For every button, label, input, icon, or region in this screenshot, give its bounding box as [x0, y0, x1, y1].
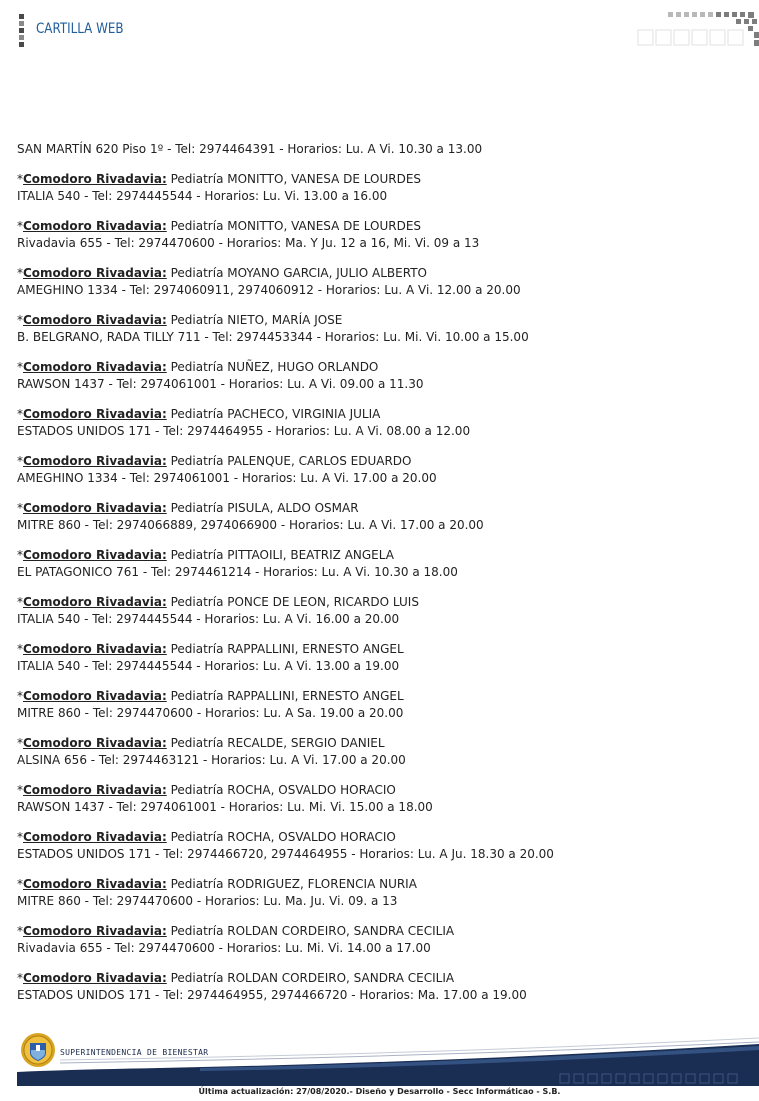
provider-line: *Comodoro Rivadavia: Pediatría PITTAOILI, BEATRIZ ANGELA — [17, 548, 394, 562]
address-line: MITRE 860 - Tel: 2974066889, 2974066900 - Horarios: Lu. A Vi. 17.00 a 20.00 — [17, 518, 484, 532]
last-update-line: Última actualización: 27/08/2020.- Diseño y Desarrollo - Secc Informáticao - S.B. — [198, 1087, 561, 1096]
address-line: ESTADOS UNIDOS 171 - Tel: 2974464955, 2974466720 - Horarios: Ma. 17.00 a 19.00 — [17, 988, 527, 1002]
address-line: ESTADOS UNIDOS 171 - Tel: 2974464955 - Horarios: Lu. A Vi. 08.00 a 12.00 — [17, 424, 471, 438]
footer-wave-banner — [0, 1028, 759, 1088]
provider-line: *Comodoro Rivadavia: Pediatría ROCHA, OSVALDO HORACIO — [17, 783, 396, 797]
address-line: ITALIA 540 - Tel: 2974445544 - Horarios: Lu. A Vi. 16.00 a 20.00 — [17, 612, 400, 626]
provider-name: Pediatría PACHECO, VIRGINIA JULIA — [170, 407, 381, 421]
provider-name: Pediatría NUÑEZ, HUGO ORLANDO — [170, 360, 379, 374]
address-line: Rivadavia 655 - Tel: 2974470600 - Horarios: Lu. Mi. Vi. 14.00 a 17.00 — [17, 941, 431, 955]
provider-line: *Comodoro Rivadavia: Pediatría PALENQUE, CARLOS EDUARDO — [17, 454, 412, 468]
provider-name: Pediatría RAPPALLINI, ERNESTO ANGEL — [170, 689, 404, 703]
provider-line: *Comodoro Rivadavia: Pediatría RECALDE, SERGIO DANIEL — [17, 736, 385, 750]
list-item — [17, 970, 742, 1004]
city-label: Comodoro Rivadavia: — [23, 595, 167, 609]
address-line: ITALIA 540 - Tel: 2974445544 - Horarios: Lu. Vi. 13.00 a 16.00 — [17, 189, 388, 203]
address-line: RAWSON 1437 - Tel: 2974061001 - Horarios: Lu. Mi. Vi. 15.00 a 18.00 — [17, 800, 433, 814]
city-label: Comodoro Rivadavia: — [23, 548, 167, 562]
list-item — [17, 500, 742, 534]
provider-name: Pediatría ROCHA, OSVALDO HORACIO — [170, 783, 396, 797]
provider-name: Pediatría MOYANO GARCIA, JULIO ALBERTO — [170, 266, 427, 280]
provider-line: *Comodoro Rivadavia: Pediatría RAPPALLINI, ERNESTO ANGEL — [17, 689, 404, 703]
list-item — [17, 594, 742, 628]
provider-name: Pediatría ROLDAN CORDEIRO, SANDRA CECILIA — [170, 924, 455, 938]
provider-name: Pediatría ROCHA, OSVALDO HORACIO — [170, 830, 396, 844]
provider-line: *Comodoro Rivadavia: Pediatría NUÑEZ, HUGO ORLANDO — [17, 360, 379, 374]
city-label: Comodoro Rivadavia: — [23, 454, 167, 468]
address-line: B. BELGRANO, RADA TILLY 711 - Tel: 2974453344 - Horarios: Lu. Mi. Vi. 10.00 a 15.00 — [17, 330, 529, 344]
list-item — [17, 218, 742, 252]
address-line: ALSINA 656 - Tel: 2974463121 - Horarios: Lu. A Vi. 17.00 a 20.00 — [17, 753, 406, 767]
address-line: MITRE 860 - Tel: 2974470600 - Horarios: Lu. Ma. Ju. Vi. 09. a 13 — [17, 894, 398, 908]
city-label: Comodoro Rivadavia: — [23, 407, 167, 421]
list-item — [17, 829, 742, 863]
city-label: Comodoro Rivadavia: — [23, 924, 167, 938]
list-item — [17, 923, 742, 957]
city-label: Comodoro Rivadavia: — [23, 830, 167, 844]
provider-line: *Comodoro Rivadavia: Pediatría ROLDAN CORDEIRO, SANDRA CECILIA — [17, 971, 455, 985]
address-line: AMEGHINO 1334 - Tel: 2974060911, 2974060912 - Horarios: Lu. A Vi. 12.00 a 20.00 — [17, 283, 521, 297]
city-label: Comodoro Rivadavia: — [23, 172, 167, 186]
city-label: Comodoro Rivadavia: — [23, 313, 167, 327]
city-label: Comodoro Rivadavia: — [23, 783, 167, 797]
provider-line: *Comodoro Rivadavia: Pediatría RODRIGUEZ, FLORENCIA NURIA — [17, 877, 417, 891]
provider-listing — [17, 141, 742, 1017]
provider-line: *Comodoro Rivadavia: Pediatría PONCE DE LEON, RICARDO LUIS — [17, 595, 419, 609]
provider-line: *Comodoro Rivadavia: Pediatría PACHECO, VIRGINIA JULIA — [17, 407, 381, 421]
provider-name: Pediatría RECALDE, SERGIO DANIEL — [170, 736, 385, 750]
list-item — [17, 641, 742, 675]
list-item — [17, 312, 742, 346]
city-label: Comodoro Rivadavia: — [23, 501, 167, 515]
entries-container — [17, 171, 742, 1004]
address-line: ITALIA 540 - Tel: 2974445544 - Horarios: Lu. A Vi. 13.00 a 19.00 — [17, 659, 400, 673]
organization-name: SUPERINTENDENCIA DE BIENESTAR — [60, 1048, 209, 1057]
list-item — [17, 547, 742, 581]
address-line: AMEGHINO 1334 - Tel: 2974061001 - Horarios: Lu. A Vi. 17.00 a 20.00 — [17, 471, 437, 485]
provider-name: Pediatría RAPPALLINI, ERNESTO ANGEL — [170, 642, 404, 656]
page-title: CARTILLA WEB — [36, 21, 124, 37]
provider-name: Pediatría ROLDAN CORDEIRO, SANDRA CECILIA — [170, 971, 455, 985]
provider-name: Pediatría PONCE DE LEON, RICARDO LUIS — [170, 595, 419, 609]
list-item — [17, 453, 742, 487]
city-label: Comodoro Rivadavia: — [23, 642, 167, 656]
page-header — [0, 0, 759, 60]
address-line: MITRE 860 - Tel: 2974470600 - Horarios: Lu. A Sa. 19.00 a 20.00 — [17, 706, 404, 720]
list-item — [17, 876, 742, 910]
provider-line: *Comodoro Rivadavia: Pediatría PISULA, ALDO OSMAR — [17, 501, 359, 515]
provider-name: Pediatría RODRIGUEZ, FLORENCIA NURIA — [170, 877, 417, 891]
provider-name: Pediatría NIETO, MARÍA JOSE — [170, 313, 343, 327]
provider-name: Pediatría PISULA, ALDO OSMAR — [170, 501, 359, 515]
list-item — [17, 782, 742, 816]
provider-line: *Comodoro Rivadavia: Pediatría ROCHA, OSVALDO HORACIO — [17, 830, 396, 844]
institution-seal-icon — [20, 1032, 56, 1068]
city-label: Comodoro Rivadavia: — [23, 736, 167, 750]
city-label: Comodoro Rivadavia: — [23, 689, 167, 703]
page-footer — [0, 1028, 759, 1101]
address-line: Rivadavia 655 - Tel: 2974470600 - Horarios: Ma. Y Ju. 12 a 16, Mi. Vi. 09 a 13 — [17, 236, 480, 250]
city-label: Comodoro Rivadavia: — [23, 971, 167, 985]
list-item — [17, 171, 742, 205]
provider-name: Pediatría PALENQUE, CARLOS EDUARDO — [170, 454, 412, 468]
list-item — [17, 735, 742, 769]
list-item — [17, 359, 742, 393]
provider-line: *Comodoro Rivadavia: Pediatría MOYANO GARCIA, JULIO ALBERTO — [17, 266, 427, 280]
list-item — [17, 688, 742, 722]
address-line: RAWSON 1437 - Tel: 2974061001 - Horarios: Lu. A Vi. 09.00 a 11.30 — [17, 377, 424, 391]
provider-name: Pediatría PITTAOILI, BEATRIZ ANGELA — [170, 548, 394, 562]
provider-line: *Comodoro Rivadavia: Pediatría RAPPALLINI, ERNESTO ANGEL — [17, 642, 404, 656]
list-item — [17, 265, 742, 299]
provider-line: *Comodoro Rivadavia: Pediatría MONITTO, VANESA DE LOURDES — [17, 219, 422, 233]
city-label: Comodoro Rivadavia: — [23, 877, 167, 891]
list-item — [17, 406, 742, 440]
provider-name: Pediatría MONITTO, VANESA DE LOURDES — [170, 219, 422, 233]
provider-name: Pediatría MONITTO, VANESA DE LOURDES — [170, 172, 422, 186]
list-item — [17, 141, 742, 158]
city-label: Comodoro Rivadavia: — [23, 266, 167, 280]
address-line: EL PATAGONICO 761 - Tel: 2974461214 - Horarios: Lu. A Vi. 10.30 a 18.00 — [17, 565, 458, 579]
address-line: SAN MARTÍN 620 Piso 1º - Tel: 2974464391 - Horarios: Lu. A Vi. 10.30 a 13.00 — [17, 142, 483, 156]
city-label: Comodoro Rivadavia: — [23, 219, 167, 233]
city-label: Comodoro Rivadavia: — [23, 360, 167, 374]
grid-squares-icon — [636, 10, 759, 48]
provider-line: *Comodoro Rivadavia: Pediatría MONITTO, VANESA DE LOURDES — [17, 172, 422, 186]
provider-line: *Comodoro Rivadavia: Pediatría NIETO, MARÍA JOSE — [17, 313, 343, 327]
address-line: ESTADOS UNIDOS 171 - Tel: 2974466720, 2974464955 - Horarios: Lu. A Ju. 18.30 a 20.00 — [17, 847, 554, 861]
vertical-square-bar-icon — [19, 14, 24, 46]
provider-line: *Comodoro Rivadavia: Pediatría ROLDAN CORDEIRO, SANDRA CECILIA — [17, 924, 455, 938]
